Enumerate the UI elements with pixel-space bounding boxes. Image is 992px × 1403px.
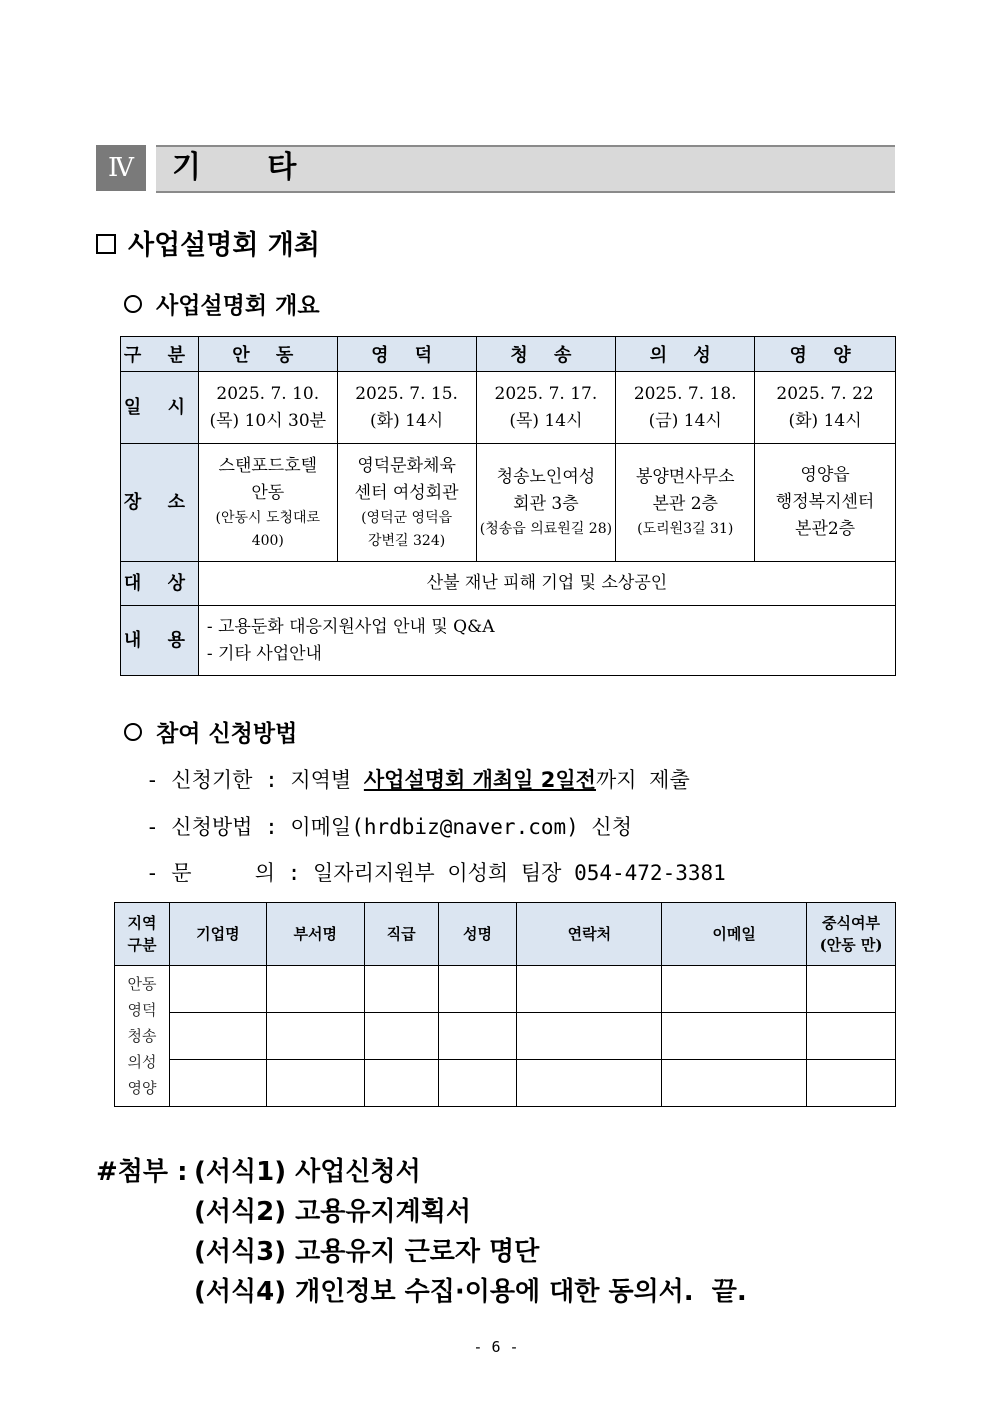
application-form-table — [114, 902, 896, 1107]
place-address: 강변길 324) — [368, 532, 446, 549]
place-cell — [198, 444, 337, 562]
col-name: 성명 — [438, 903, 517, 966]
form-cell[interactable] — [364, 1060, 438, 1107]
date-cell — [616, 372, 755, 444]
heading-apply — [124, 718, 297, 750]
form-cell[interactable] — [266, 966, 364, 1013]
target-label: 대 상 — [121, 562, 199, 606]
form-cell[interactable] — [364, 1013, 438, 1060]
checkbox-square-icon — [96, 234, 116, 254]
col-lunch — [807, 903, 896, 966]
circle-bullet-icon — [124, 295, 142, 313]
place-name: 회관 3층 — [513, 494, 579, 514]
place-name: 영양읍 — [800, 465, 850, 485]
col-department: 부서명 — [266, 903, 364, 966]
place-name: 안동 — [251, 482, 285, 503]
col-contact: 연락처 — [517, 903, 662, 966]
region-option: 영양 — [127, 1079, 157, 1097]
region-option: 청송 — [127, 1027, 157, 1045]
place-cell — [755, 444, 896, 562]
region-header: 안 동 — [198, 337, 337, 372]
form-cell[interactable] — [169, 966, 266, 1013]
heading-overview-text: 사업설명회 개요 — [156, 293, 320, 319]
region-options-cell — [115, 966, 170, 1107]
place-cell — [476, 444, 616, 562]
place-address: (청송읍 의료원길 28) — [479, 521, 613, 537]
form-cell[interactable] — [662, 966, 807, 1013]
col-lunch-line: (안동 만) — [819, 936, 883, 954]
place-cell — [616, 444, 755, 562]
circle-bullet-icon — [124, 723, 142, 741]
place-address: (도리원3길 31) — [637, 521, 734, 537]
place-name: 센터 여성회관 — [354, 482, 459, 503]
page-number: - 6 - — [473, 1338, 519, 1356]
deadline-emphasis: 사업설명회 개최일 2일전 — [363, 768, 596, 792]
form-cell[interactable] — [169, 1013, 266, 1060]
attachment-item: (서식2) 고용유지계획서 — [194, 1197, 471, 1227]
section-title: 기 타 — [172, 150, 325, 185]
form-cell[interactable] — [807, 1013, 896, 1060]
date-text: 2025. 7. 22 — [776, 383, 874, 404]
attachments-label: #첨부 : — [96, 1157, 188, 1187]
place-name: 청송노인여성 — [496, 467, 596, 487]
date-text: 2025. 7. 17. — [494, 383, 598, 404]
deadline-suffix: 까지 제출 — [595, 768, 690, 792]
date-cell — [476, 372, 616, 444]
place-name: 본관2층 — [795, 519, 856, 539]
date-cell — [755, 372, 896, 444]
form-cell[interactable] — [266, 1060, 364, 1107]
form-cell[interactable] — [517, 1013, 662, 1060]
attachment-item: (서식4) 개인정보 수집·이용에 대한 동의서. 끝. — [194, 1277, 747, 1307]
time-text: (금) 14시 — [648, 410, 722, 431]
place-name: 본관 2층 — [652, 494, 718, 514]
heading-overview — [124, 290, 320, 322]
region-header: 의 성 — [616, 337, 755, 372]
form-cell[interactable] — [438, 966, 517, 1013]
place-name: 행정복지센터 — [775, 492, 875, 512]
col-company: 기업명 — [169, 903, 266, 966]
content-label: 내 용 — [121, 606, 199, 676]
date-text: 2025. 7. 10. — [216, 383, 320, 404]
header-label: 구 분 — [121, 337, 199, 372]
form-cell[interactable] — [807, 1060, 896, 1107]
place-cell — [337, 444, 476, 562]
region-header: 영 덕 — [337, 337, 476, 372]
attachment-item: (서식1) 사업신청서 — [194, 1157, 421, 1187]
heading-briefing — [96, 228, 320, 264]
col-region-line: 구분 — [127, 936, 157, 954]
form-cell[interactable] — [662, 1060, 807, 1107]
col-region — [115, 903, 170, 966]
heading-briefing-text: 사업설명회 개최 — [128, 230, 320, 261]
form-cell[interactable] — [438, 1060, 517, 1107]
form-cell[interactable] — [266, 1013, 364, 1060]
col-lunch-line: 중식여부 — [822, 914, 880, 932]
place-label: 장 소 — [121, 444, 199, 562]
content-line: - 고용둔화 대응지원사업 안내 및 Q&A — [206, 616, 495, 637]
col-region-line: 지역 — [127, 914, 157, 932]
heading-apply-text: 참여 신청방법 — [156, 721, 298, 747]
form-cell[interactable] — [169, 1060, 266, 1107]
date-text: 2025. 7. 15. — [355, 383, 458, 404]
place-name: 영덕문화체육 — [357, 455, 456, 476]
section-number: Ⅳ — [96, 145, 146, 191]
time-text: (화) 14시 — [788, 410, 862, 431]
overview-table — [120, 336, 896, 676]
date-cell — [337, 372, 476, 444]
target-cell: 산불 재난 피해 기업 및 소상공인 — [198, 562, 895, 606]
apply-inquiry: - 문 의 : 일자리지원부 이성희 팀장 054-472-3381 — [146, 861, 726, 885]
content-cell — [198, 606, 895, 676]
form-cell[interactable] — [517, 966, 662, 1013]
form-cell[interactable] — [364, 966, 438, 1013]
region-header: 영 양 — [755, 337, 896, 372]
deadline-prefix: - 신청기한 : 지역별 — [146, 768, 364, 792]
apply-deadline — [146, 765, 690, 795]
date-text: 2025. 7. 18. — [633, 383, 737, 404]
time-text: (목) 14시 — [509, 410, 583, 431]
region-option: 의성 — [127, 1053, 157, 1071]
region-option: 영덕 — [127, 1001, 157, 1019]
place-name: 스탠포드호텔 — [218, 455, 318, 476]
region-option: 안동 — [127, 975, 157, 993]
date-label: 일 시 — [121, 372, 199, 444]
form-cell[interactable] — [662, 1013, 807, 1060]
place-name: 봉양면사무소 — [635, 467, 735, 487]
col-position: 직급 — [364, 903, 438, 966]
time-text: (화) 14시 — [370, 410, 444, 431]
place-address: (영덕군 영덕읍 — [361, 509, 453, 526]
form-cell[interactable] — [517, 1060, 662, 1107]
content-line: - 기타 사업안내 — [206, 643, 322, 664]
form-cell[interactable] — [438, 1013, 517, 1060]
date-cell — [198, 372, 337, 444]
apply-method: - 신청방법 : 이메일(hrdbiz@naver.com) 신청 — [146, 815, 633, 839]
region-header: 청 송 — [476, 337, 616, 372]
place-address: (안동시 도청대로 — [215, 509, 321, 526]
attachment-item: (서식3) 고용유지 근로자 명단 — [194, 1237, 540, 1267]
time-text: (목) 10시 30분 — [209, 410, 327, 431]
form-cell[interactable] — [807, 966, 896, 1013]
col-email: 이메일 — [662, 903, 807, 966]
place-address: 400) — [251, 532, 284, 549]
